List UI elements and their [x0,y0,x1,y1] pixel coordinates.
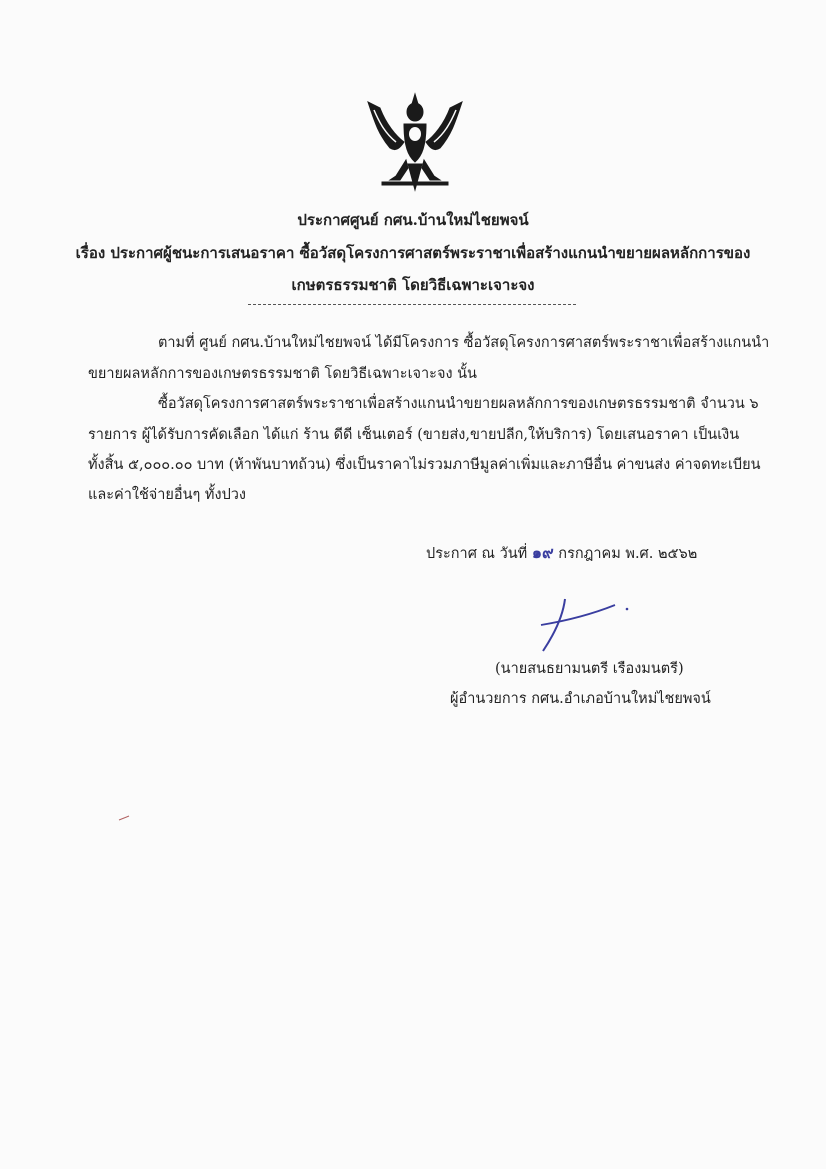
garuda-emblem-icon [360,90,470,195]
header-subject-cont: เกษตรธรรมชาติ โดยวิธีเฉพาะเจาะจง [291,276,535,294]
body-paragraph-2-line-4: และค่าใช้จ่ายอื่นๆ ทั้งปวง [88,487,246,503]
stray-mark [118,815,130,821]
header-subject: เรื่อง ประกาศผู้ชนะการเสนอราคา ซื้อวัสดุโครงการศาสตร์พระราชาเพื่อสร้างแกนนำขยายผลหลักการของ [75,244,751,262]
body-paragraph-2-line-1: ซื้อวัสดุโครงการศาสตร์พระราชาเพื่อสร้างแกนนำขยายผลหลักการของเกษตรธรรมชาติ จำนวน ๖ [158,396,759,412]
body-paragraph-2-line-3: ทั้งสิ้น ๕,๐๐๐.๐๐ บาท (ห้าพันบาทถ้วน) ซึ่งเป็นราคาไม่รวมภาษีมูลค่าเพิ่มและภาษีอื่น ค่าขนส่ง ค่าจดทะเบียน [88,457,761,473]
header-divider [248,304,576,305]
date-line [426,541,697,566]
body-paragraph-1-line-2: ขยายผลหลักการของเกษตรธรรมชาติ โดยวิธีเฉพาะเจาะจง นั้น [88,366,477,382]
signatory-name: (นายสนธยามนตรี เรืองมนตรี) [495,661,684,677]
body-paragraph-2-line-2: รายการ ผู้ได้รับการคัดเลือก ได้แก่ ร้าน ดีดี เซ็นเตอร์ (ขายส่ง,ขายปลีก,ให้บริการ) โดยเสนอราคา เป็นเงิน [88,427,740,443]
signature-icon [535,595,635,655]
signatory-title: ผู้อำนวยการ กศน.อำเภอบ้านใหม่ไชยพจน์ [450,691,711,707]
header-title: ประกาศศูนย์ กศน.บ้านใหม่ไชยพจน์ [297,211,529,229]
date-prefix: ประกาศ ณ วันที่ [426,546,528,562]
date-suffix: กรกฎาคม พ.ศ. ๒๕๖๒ [558,546,698,562]
body-paragraph-1-line-1: ตามที่ ศูนย์ กศน.บ้านใหม่ไชยพจน์ ได้มีโครงการ ซื้อวัสดุโครงการศาสตร์พระราชาเพื่อสร้างแกนนำ [158,335,770,351]
date-day-handwritten: ๑๙ [531,543,554,562]
